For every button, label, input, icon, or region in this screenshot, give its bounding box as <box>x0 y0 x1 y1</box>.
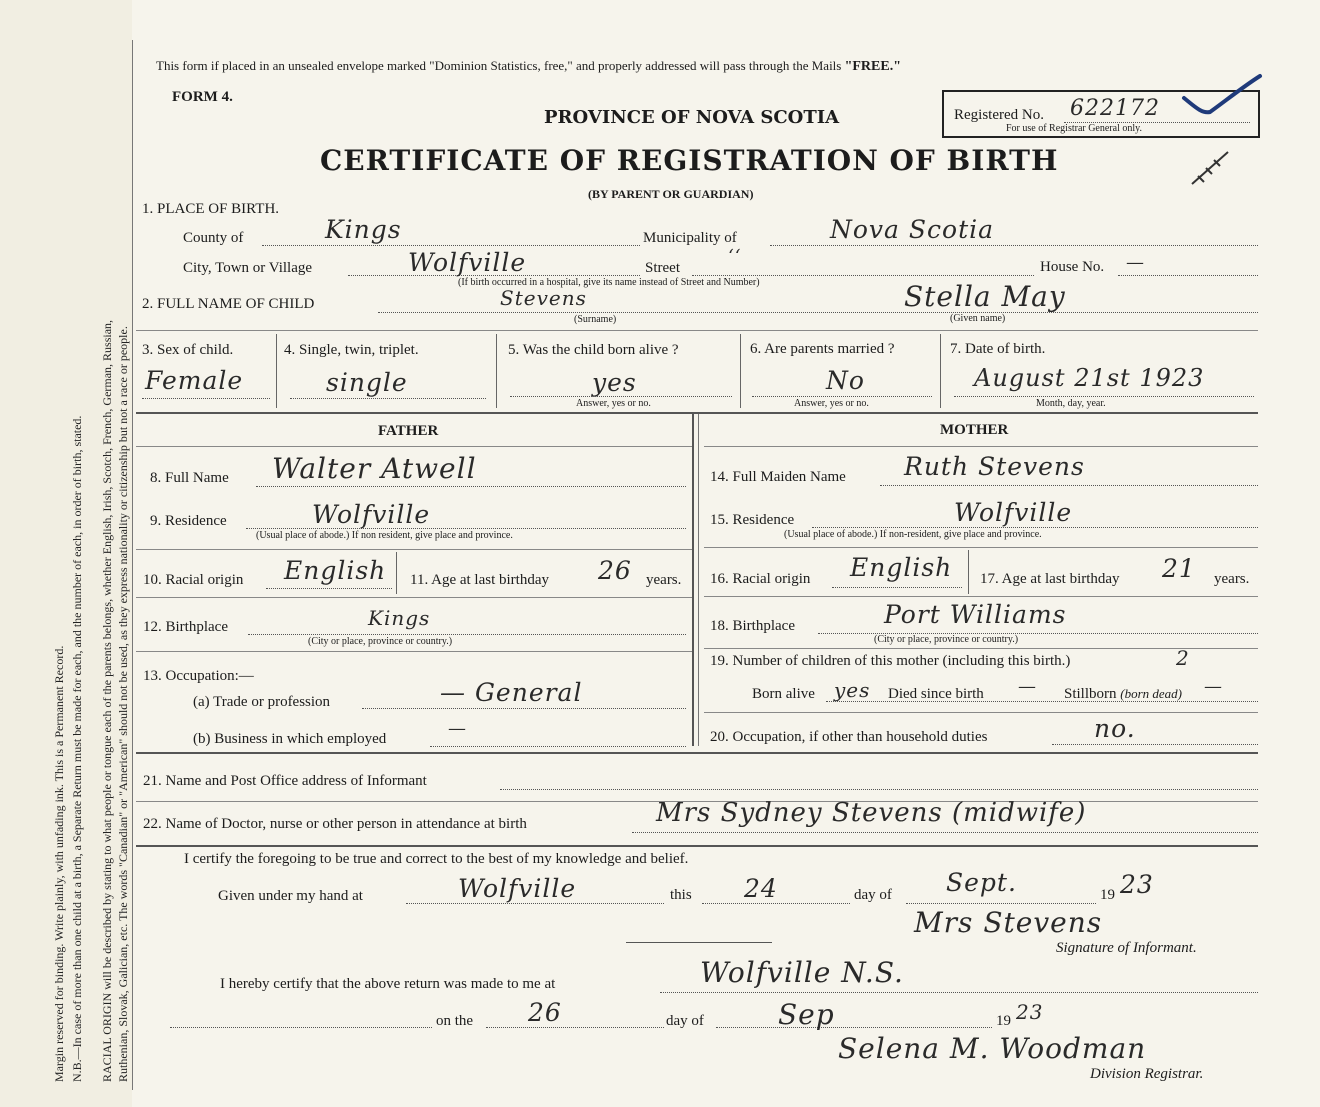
mother-name-line <box>880 485 1258 486</box>
scribble-mark-icon <box>1188 146 1234 188</box>
rule-above-row3 <box>136 330 1258 331</box>
doctor-value[interactable]: Mrs Sydney Stevens (midwife) <box>656 798 1087 828</box>
certify-top-rule <box>136 845 1258 847</box>
form-number: FORM 4. <box>172 89 233 105</box>
given-day-value[interactable]: 24 <box>744 874 778 903</box>
died-value[interactable]: — <box>1018 676 1037 697</box>
given-label: Given under my hand at <box>218 888 363 904</box>
doctor-line <box>632 832 1258 833</box>
mother-residence-value[interactable]: Wolfville <box>954 498 1073 527</box>
married-note: Answer, yes or no. <box>794 398 869 409</box>
trade-line <box>362 708 686 709</box>
given-month-value[interactable]: Sept. <box>946 868 1017 897</box>
mother-occupation-label: 20. Occupation, if other than household duties <box>710 729 988 745</box>
given-note: (Given name) <box>950 313 1006 324</box>
informant-signature-label: Signature of Informant. <box>1056 940 1197 956</box>
checkmark-icon <box>1180 72 1264 120</box>
stillborn-text: Stillborn <box>1064 686 1117 702</box>
registered-label: Registered No. <box>954 107 1044 123</box>
registered-number: 622172 <box>1070 96 1160 121</box>
registrar-lead-line <box>170 1027 432 1028</box>
mother-occupation-line <box>1052 744 1258 745</box>
occupation-label: 13. Occupation:— <box>143 668 254 684</box>
certify-statement: I certify the foregoing to be true and correct to the best of my knowledge and belief. <box>184 851 689 867</box>
children-label: 19. Number of children of this mother (including this birth.) <box>710 653 1071 669</box>
father-racial-divider <box>396 552 397 594</box>
mother-age-unit: years. <box>1214 571 1250 587</box>
house-label: House No. <box>1040 259 1105 275</box>
given-place-value[interactable]: Wolfville <box>458 874 577 903</box>
signature-short-rule <box>626 942 772 943</box>
mother-racial-label: 16. Racial origin <box>710 571 811 587</box>
street-line <box>692 275 1034 276</box>
sex-line <box>142 398 270 399</box>
registrar-day-of-label: day of <box>666 1013 704 1029</box>
died-label: Died since birth <box>888 686 984 702</box>
informant-top-rule <box>136 752 1258 754</box>
father-birthplace-label: 12. Birthplace <box>143 619 228 635</box>
father-racial-line <box>266 588 392 589</box>
alive-label: 5. Was the child born alive ? <box>508 342 679 358</box>
dob-label: 7. Date of birth. <box>950 341 1046 357</box>
born-alive-label: Born alive <box>752 686 815 702</box>
margin-rule <box>132 40 133 1090</box>
mother-heading-rule <box>704 446 1258 447</box>
county-label: County of <box>183 230 244 246</box>
mother-residence-line <box>812 527 1258 528</box>
city-value[interactable]: Wolfville <box>408 248 527 277</box>
house-line <box>1118 275 1258 276</box>
father-mother-top-rule <box>136 412 1258 414</box>
mother-residence-label: 15. Residence <box>710 512 795 528</box>
registrar-month-line <box>716 1027 992 1028</box>
business-line <box>430 746 686 747</box>
certificate-subtitle: (BY PARENT OR GUARDIAN) <box>588 187 754 201</box>
children-value[interactable]: 2 <box>1176 646 1190 670</box>
row3-divider-2 <box>496 334 497 408</box>
married-value[interactable]: No <box>826 366 865 395</box>
doctor-label: 22. Name of Doctor, nurse or other person in attendance at birth <box>143 816 527 832</box>
father-residence-note: (Usual place of abode.) If non resident, give place and province. <box>256 530 513 541</box>
margin-note-3: RACIAL ORIGIN will be described by stating to what people or tongue each of the parents belongs, whether English, Irish, Scotch, French, German, Russian, <box>100 319 114 1082</box>
father-birthplace-note: (City or place, province or country.) <box>308 636 453 647</box>
plural-value[interactable]: single <box>326 368 408 397</box>
center-double-rule-b <box>698 414 699 746</box>
surname-note: (Surname) <box>574 314 617 325</box>
child-name-label: 2. FULL NAME OF CHILD <box>142 296 315 312</box>
father-heading: FATHER <box>378 423 439 439</box>
province-title: PROVINCE OF NOVA SCOTIA <box>544 107 840 128</box>
mother-name-label: 14. Full Maiden Name <box>710 469 846 485</box>
registrar-general-note: For use of Registrar General only. <box>1006 123 1142 134</box>
margin-note-4: Ruthenian, Slovak, Galician, etc. The words "Canadian" or "American" should not be used, as they express nationality or citizenship but not a race or people. <box>116 326 130 1082</box>
trade-value[interactable]: — General <box>440 678 583 707</box>
mother-name-value[interactable]: Ruth Stevens <box>904 452 1085 481</box>
margin-note-2: N.B.—In case of more than one child at a birth, a Separate Return must be made for each, and the number of each, in order of birth, stated. <box>70 415 84 1082</box>
registrar-month-value[interactable]: Sep <box>778 998 835 1031</box>
city-label: City, Town or Village <box>183 260 313 276</box>
child-given-value[interactable]: Stella May <box>904 280 1066 313</box>
street-value[interactable]: ‘‘ <box>728 246 742 267</box>
registrar-day-value[interactable]: 26 <box>528 998 562 1027</box>
born-alive-value[interactable]: yes <box>834 678 871 702</box>
dob-note: Month, day, year. <box>1036 398 1106 409</box>
father-rule-1 <box>136 549 692 550</box>
mother-age-label: 17. Age at last birthday <box>980 571 1120 587</box>
sex-label: 3. Sex of child. <box>142 342 234 358</box>
given-day-of-label: day of <box>854 887 892 903</box>
father-rule-3 <box>136 651 692 652</box>
registrar-year-prefix: 19 <box>996 1013 1011 1029</box>
dob-value[interactable]: August 21st 1923 <box>974 364 1205 392</box>
married-label: 6. Are parents married ? <box>750 341 895 357</box>
mother-birthplace-note: (City or place, province or country.) <box>874 634 1019 645</box>
registrar-place-value[interactable]: Wolfville N.S. <box>700 956 904 989</box>
father-residence-value[interactable]: Wolfville <box>312 500 431 529</box>
father-name-value[interactable]: Walter Atwell <box>272 452 477 485</box>
row3-divider-4 <box>940 334 941 408</box>
father-name-label: 8. Full Name <box>150 470 229 486</box>
mother-occupation-value[interactable]: no. <box>1094 714 1136 743</box>
father-name-line <box>256 486 686 487</box>
child-surname-value[interactable]: Stevens <box>500 286 587 310</box>
hospital-note: (If birth occurred in a hospital, give its name instead of Street and Number) <box>458 277 760 288</box>
alive-line <box>510 396 732 397</box>
father-racial-value[interactable]: English <box>284 556 387 585</box>
registrar-signature-value[interactable]: Selena M. Woodman <box>838 1032 1147 1065</box>
informant-label: 21. Name and Post Office address of Informant <box>143 773 427 789</box>
plural-line <box>290 398 486 399</box>
registrar-year-value[interactable]: 23 <box>1016 1000 1044 1024</box>
father-heading-rule <box>136 446 692 447</box>
mother-age-value[interactable]: 21 <box>1162 554 1196 583</box>
house-value[interactable]: — <box>1126 252 1145 273</box>
mother-racial-divider <box>968 550 969 594</box>
father-birthplace-line <box>248 634 686 635</box>
given-place-line <box>406 903 664 904</box>
registrar-statement: I hereby certify that the above return was made to me at <box>220 976 556 992</box>
mother-rule-4 <box>704 712 1258 713</box>
registrar-day-line <box>486 1027 664 1028</box>
place-section-label: 1. PLACE OF BIRTH. <box>142 201 280 217</box>
mother-birthplace-label: 18. Birthplace <box>710 618 795 634</box>
informant-line <box>500 789 1258 790</box>
mail-notice <box>156 58 901 75</box>
mother-rule-3 <box>704 648 1258 649</box>
born-details-line <box>826 701 1258 702</box>
father-racial-label: 10. Racial origin <box>143 572 244 588</box>
business-label: (b) Business in which employed <box>193 731 387 747</box>
mother-heading: MOTHER <box>940 422 1009 438</box>
row3-divider-1 <box>276 334 277 408</box>
father-residence-label: 9. Residence <box>150 513 227 529</box>
alive-value[interactable]: yes <box>592 368 637 397</box>
stillborn-value[interactable]: — <box>1204 676 1223 697</box>
municipality-line <box>770 245 1258 246</box>
father-rule-2 <box>136 597 692 598</box>
father-birthplace-value[interactable]: Kings <box>368 606 431 630</box>
father-age-label: 11. Age at last birthday <box>410 572 549 588</box>
certificate-title: CERTIFICATE OF REGISTRATION OF BIRTH <box>320 144 1059 177</box>
margin-note-1: Margin reserved for binding. Write plainly, with unfading ink. This is a Permanent Record. <box>52 645 66 1082</box>
registrar-signature-label: Division Registrar. <box>1090 1066 1204 1082</box>
father-age-unit: years. <box>646 572 682 588</box>
given-month-line <box>906 903 1096 904</box>
trade-label: (a) Trade or profession <box>193 694 331 710</box>
municipality-label: Municipality of <box>643 230 737 246</box>
mother-birthplace-value[interactable]: Port Williams <box>884 600 1067 629</box>
father-age-value[interactable]: 26 <box>598 556 632 585</box>
given-day-line <box>702 903 850 904</box>
child-name-line <box>378 312 1258 313</box>
this-label: this <box>670 887 692 903</box>
registrar-place-line <box>660 992 1258 993</box>
dob-line <box>954 396 1254 397</box>
free-label: "FREE." <box>844 59 901 74</box>
alive-note: Answer, yes or no. <box>576 398 651 409</box>
given-year-prefix: 19 <box>1100 887 1115 903</box>
mother-rule-1 <box>704 547 1258 548</box>
married-line <box>752 396 932 397</box>
county-line <box>262 245 640 246</box>
mother-residence-note: (Usual place of abode.) If non-resident, give place and province. <box>784 529 1042 540</box>
on-the-label: on the <box>436 1013 474 1029</box>
informant-signature-value[interactable]: Mrs Stevens <box>914 906 1103 939</box>
mail-notice-text: This form if placed in an unsealed envelope marked "Dominion Statistics, free," and properly addressed will pass through the Mails <box>156 58 842 73</box>
municipality-value[interactable]: Nova Scotia <box>830 215 995 244</box>
mother-racial-value[interactable]: English <box>850 553 953 582</box>
stillborn-note: (born dead) <box>1120 686 1183 701</box>
mother-racial-line <box>832 587 962 588</box>
row3-divider-3 <box>740 334 741 408</box>
street-label: Street <box>645 260 680 276</box>
mother-rule-2 <box>704 596 1258 597</box>
given-year-value[interactable]: 23 <box>1120 870 1154 899</box>
plural-label: 4. Single, twin, triplet. <box>284 342 419 358</box>
center-double-rule-a <box>692 414 694 746</box>
county-value[interactable]: Kings <box>325 215 402 244</box>
sex-value[interactable]: Female <box>145 366 244 395</box>
business-value[interactable]: — <box>448 718 467 739</box>
